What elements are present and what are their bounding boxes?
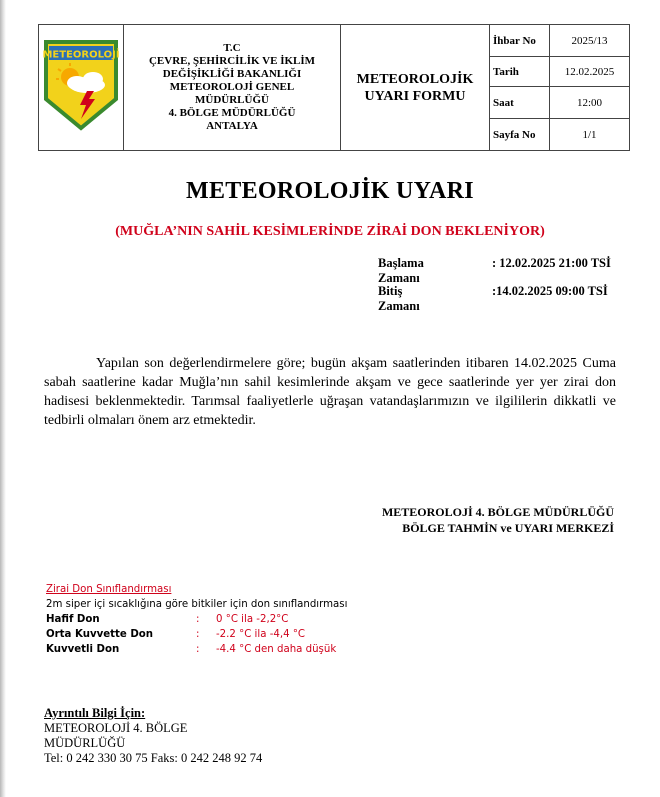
logo-cell xyxy=(39,25,124,151)
frost-row xyxy=(46,642,347,657)
form-title-cell xyxy=(341,25,490,151)
ministry-line: MÜDÜRLÜĞÜ xyxy=(195,94,269,106)
ministry-line: T.C xyxy=(223,42,241,54)
frost-row xyxy=(46,627,347,642)
frost-separator: : xyxy=(196,614,200,625)
frost-name: Hafif Don xyxy=(46,614,100,625)
frost-name: Kuvvetli Don xyxy=(46,644,120,655)
frost-classification xyxy=(46,582,347,657)
ministry-line: METEOROLOJİ GENEL xyxy=(169,81,295,93)
ministry-line: ANTALYA xyxy=(206,120,258,132)
frost-row xyxy=(46,612,347,627)
start-time-value: : 12.02.2025 21:00 TSİ xyxy=(492,256,611,270)
frost-title: Zirai Don Sınıflandırması xyxy=(46,584,172,595)
form-title-line: METEOROLOJİK xyxy=(356,71,474,87)
end-time-label: Bitiş Zamanı xyxy=(378,284,420,313)
frost-description: 2m siper içi sıcaklığına göre bitkiler için don sınıflandırması xyxy=(46,599,348,610)
meta-value-saat: 12:00 xyxy=(550,87,630,119)
svg-text:METEOROLOJİ: METEOROLOJİ xyxy=(43,49,119,61)
frost-value: -2.2 °C ila -4,4 °C xyxy=(216,629,306,640)
frost-separator: : xyxy=(196,629,200,640)
end-time-value: :14.02.2025 09:00 TSİ xyxy=(492,284,608,298)
ministry-line: 4. BÖLGE MÜDÜRLÜĞÜ xyxy=(168,107,296,119)
contact-phone-fax: Tel: 0 242 330 30 75 Faks: 0 242 248 92 74 xyxy=(44,751,263,765)
page-title: METEOROLOJİK UYARI xyxy=(186,178,474,204)
start-time-label: Başlama Zamanı xyxy=(378,256,424,285)
warning-paragraph: Yapılan son değerlendirmelere göre; bugün akşam saatlerinden itibaren 14.02.2025 Cuma sabah saatlerine kadar Muğla’nın sahil kesimlerinde akşam ve gece saatlerinde yer yer zirai don hadisesi beklenmektedir. Tarımsal faaliyetlerle uğraşan vatandaşlarımızın ve ilgililerin dikkatli ve tedbirli olmaları önem arz etmektedir. xyxy=(44,356,616,428)
meteoroloji-logo xyxy=(43,39,119,131)
contact-title: Ayrıntılı Bilgi İçin: xyxy=(44,706,146,720)
form-title-line: UYARI FORMU xyxy=(364,88,466,104)
signature-line-2: BÖLGE TAHMİN ve UYARI MERKEZİ xyxy=(402,521,614,535)
contact-block xyxy=(44,706,262,766)
contact-line: METEOROLOJİ 4. BÖLGE xyxy=(44,721,188,735)
warning-body xyxy=(44,354,616,430)
frost-value: -4.4 °C den daha düşük xyxy=(216,644,337,655)
ministry-cell xyxy=(124,25,341,151)
frost-name: Orta Kuvvette Don xyxy=(46,629,154,640)
warning-subtitle: (MUĞLA’NIN SAHİL KESİMLERİNDE ZİRAİ DON BEKLENİYOR) xyxy=(115,224,545,239)
header-table xyxy=(38,24,630,151)
meta-value-ihbar-no: 2025/13 xyxy=(550,25,630,57)
meta-value-tarih: 12.02.2025 xyxy=(550,57,630,87)
ministry-line: ÇEVRE, ŞEHİRCİLİK VE İKLİM xyxy=(148,55,316,67)
signature-block xyxy=(382,504,614,536)
meta-value-sayfa-no: 1/1 xyxy=(550,119,630,151)
meta-label-tarih: Tarih xyxy=(490,57,550,87)
frost-separator: : xyxy=(196,644,200,655)
meta-label-saat: Saat xyxy=(490,87,550,119)
contact-line: MÜDÜRLÜĞÜ xyxy=(44,736,126,750)
meta-label-ihbar-no: İhbar No xyxy=(490,25,550,57)
signature-line-1: METEOROLOJİ 4. BÖLGE MÜDÜRLÜĞÜ xyxy=(381,505,614,519)
frost-value: 0 °C ila -2,2°C xyxy=(216,614,289,625)
meta-label-sayfa-no: Sayfa No xyxy=(490,119,550,151)
ministry-line: DEĞİŞİKLİĞİ BAKANLIĞI xyxy=(162,68,302,80)
page-shadow xyxy=(0,0,6,797)
